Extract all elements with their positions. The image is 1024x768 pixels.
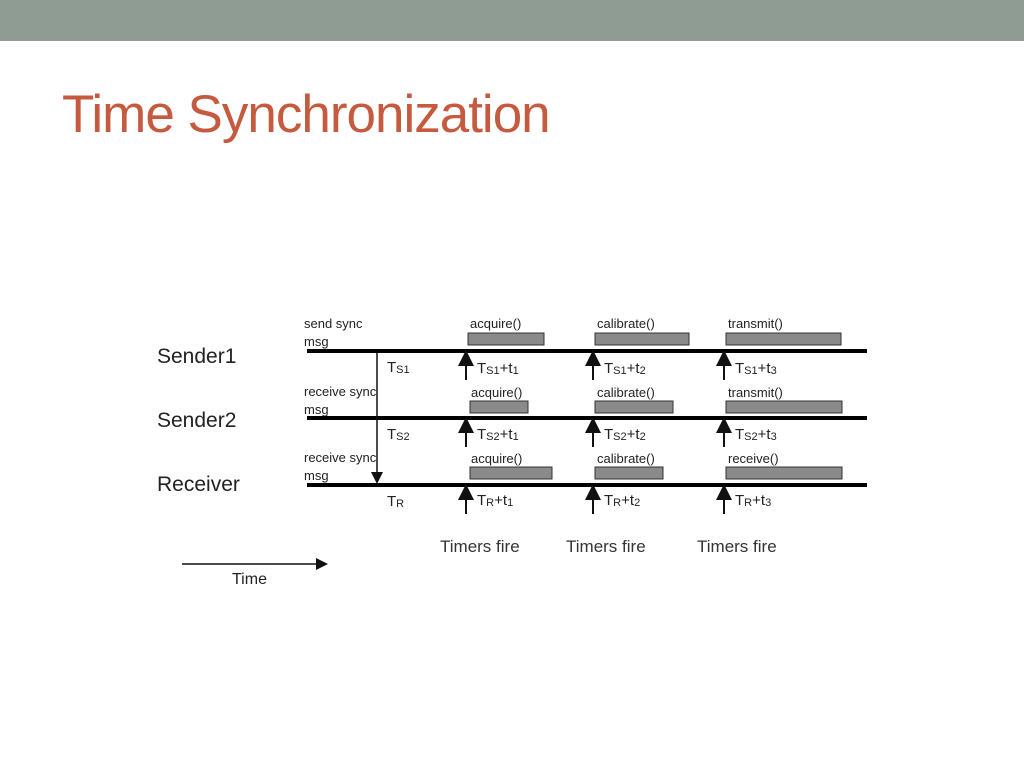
- ts-label-sender1: TS1: [387, 359, 410, 376]
- msg-label-sender1-line2: msg: [304, 334, 329, 349]
- ts-label-sender2: TS2: [387, 426, 410, 443]
- op-label: transmit(): [728, 385, 783, 400]
- op-bar: [470, 401, 528, 413]
- slide-title: Time Synchronization: [62, 85, 550, 144]
- timer-ts-label: TS1+t3: [735, 360, 777, 377]
- op-bar: [595, 401, 673, 413]
- timer-ts-label: TS1+t1: [477, 360, 519, 377]
- op-bar: [595, 333, 689, 345]
- row-label-sender1: Sender1: [157, 345, 237, 368]
- msg-label-sender2-line1: receive sync: [304, 384, 377, 399]
- timers-fire-label: Timers fire: [566, 537, 646, 556]
- timer-ts-label: TS2+t1: [477, 426, 519, 443]
- timer-ts-label: TR+t2: [604, 492, 641, 509]
- timers-fire-label: Timers fire: [697, 537, 777, 556]
- timer-ts-label: TS2+t3: [735, 426, 777, 443]
- op-label: acquire(): [471, 451, 523, 466]
- time-axis-label: Time: [232, 571, 267, 588]
- row-label-receiver: Receiver: [157, 473, 240, 496]
- op-label: calibrate(): [597, 451, 655, 466]
- ts-label-receiver: TR: [387, 493, 405, 510]
- op-bar: [468, 333, 544, 345]
- op-bar: [726, 401, 842, 413]
- op-bar: [470, 467, 552, 479]
- timer-ts-label: TR+t3: [735, 492, 772, 509]
- op-label: calibrate(): [597, 316, 655, 331]
- msg-label-sender1-line1: send sync: [304, 316, 363, 331]
- op-label: transmit(): [728, 316, 783, 331]
- msg-label-receiver-line1: receive sync: [304, 450, 377, 465]
- msg-label-receiver-line2: msg: [304, 468, 329, 483]
- row-label-sender2: Sender2: [157, 409, 237, 432]
- op-bar: [726, 467, 842, 479]
- timer-ts-label: TS1+t2: [604, 360, 646, 377]
- timer-ts-label: TR+t1: [477, 492, 514, 509]
- op-bar: [595, 467, 663, 479]
- op-label: receive(): [728, 451, 779, 466]
- op-label: acquire(): [470, 316, 522, 331]
- op-bar: [726, 333, 841, 345]
- timers-fire-label: Timers fire: [440, 537, 520, 556]
- op-label: calibrate(): [597, 385, 655, 400]
- msg-label-sender2-line2: msg: [304, 402, 329, 417]
- timer-ts-label: TS2+t2: [604, 426, 646, 443]
- op-label: acquire(): [471, 385, 523, 400]
